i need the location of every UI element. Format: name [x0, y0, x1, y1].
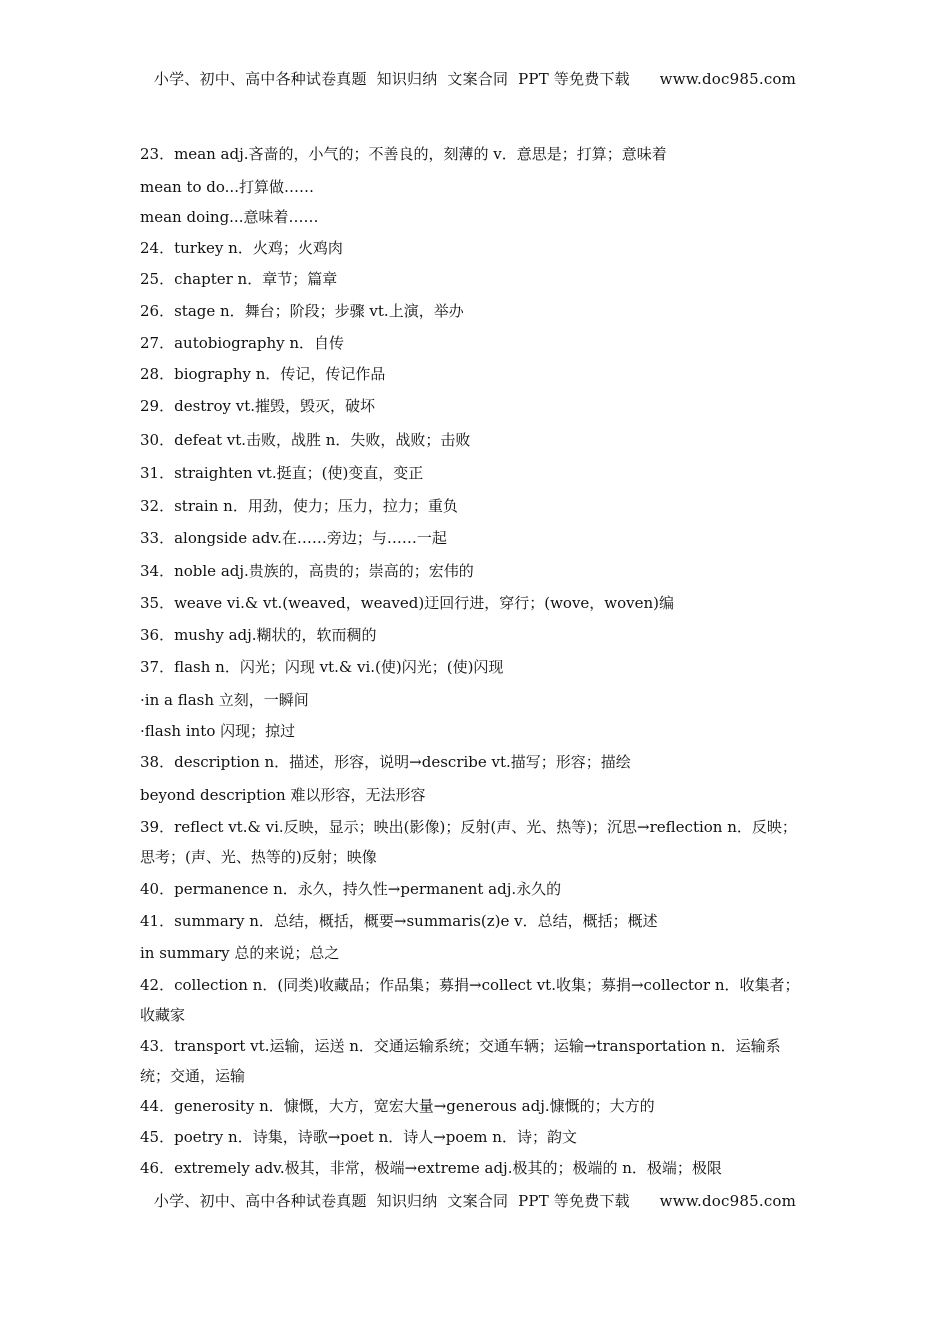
- vocab-line: 41．summary n．总结，概括，概要→summaris(z)e v．总结，概括；概述: [140, 912, 658, 930]
- vocab-line: 23．mean adj.吝啬的，小气的；不善良的，刻薄的 v．意思是；打算；意味着: [140, 145, 667, 163]
- vocab-line: 36．mushy adj.糊状的，软而稠的: [140, 626, 377, 644]
- vocab-line: 46．extremely adv.极其，非常，极端→extreme adj.极其的；极端的 n．极端；极限: [140, 1159, 722, 1177]
- vocab-line: 45．poetry n．诗集，诗歌→poet n．诗人→poem n．诗；韵文: [140, 1128, 577, 1146]
- vocab-line: 44．generosity n．慷慨，大方，宽宏大量→generous adj.慷慨的；大方的: [140, 1097, 655, 1115]
- vocab-line: in summary 总的来说；总之: [140, 944, 340, 962]
- vocab-line: ·flash into 闪现；掠过: [140, 722, 296, 740]
- page-footer: 小学、初中、高中各种试卷真题 知识归纳 文案合同 PPT 等免费下载 www.doc985.com: [153, 1192, 797, 1210]
- vocab-line: ·in a flash 立刻，一瞬间: [140, 691, 309, 709]
- vocab-line: 32．strain n．用劲，使力；压力，拉力；重负: [140, 497, 458, 515]
- vocab-line: 34．noble adj.贵族的，高贵的；崇高的；宏伟的: [140, 562, 474, 580]
- vocab-line: 25．chapter n．章节；篇章: [140, 270, 338, 288]
- vocab-line: 统；交通，运输: [140, 1067, 246, 1085]
- vocab-line: 42．collection n．(同类)收藏品；作品集；募捐→collect vt.收集；募捐→collector n．收集者；: [140, 976, 800, 994]
- vocab-line: mean to do...打算做……: [140, 178, 314, 196]
- vocab-line: 29．destroy vt.摧毁，毁灭，破坏: [140, 397, 376, 415]
- vocab-line: 39．reflect vt.& vi.反映，显示；映出(影像)；反射(声、光、热等)；沉思→reflection n．反映；: [140, 818, 797, 836]
- vocab-line: 思考；(声、光、热等的)反射；映像: [140, 848, 377, 866]
- vocab-line: 24．turkey n．火鸡；火鸡肉: [140, 239, 343, 257]
- vocab-line: 33．alongside adv.在……旁边；与……一起: [140, 529, 447, 547]
- vocab-line: 30．defeat vt.击败，战胜 n．失败，战败；击败: [140, 431, 471, 449]
- vocab-line: 31．straighten vt.挺直；(使)变直，变正: [140, 464, 424, 482]
- vocab-line: 收藏家: [140, 1006, 186, 1024]
- vocab-line: 27．autobiography n．自传: [140, 334, 345, 352]
- vocab-line: 35．weave vi.& vt.(weaved，weaved)迂回行进，穿行；(wove，woven)编: [140, 594, 675, 612]
- vocab-line: 26．stage n．舞台；阶段；步骤 vt.上演，举办: [140, 302, 464, 320]
- vocab-line: 40．permanence n．永久，持久性→permanent adj.永久的: [140, 880, 562, 898]
- vocab-line: 43．transport vt.运输，运送 n．交通运输系统；交通车辆；运输→transportation n．运输系: [140, 1037, 781, 1055]
- vocab-line: 28．biography n．传记，传记作品: [140, 365, 386, 383]
- vocab-line: 37．flash n．闪光；闪现 vt.& vi.(使)闪光；(使)闪现: [140, 658, 504, 676]
- vocab-line: beyond description 难以形容，无法形容: [140, 786, 426, 804]
- vocab-line: mean doing...意味着……: [140, 208, 319, 226]
- page-header: 小学、初中、高中各种试卷真题 知识归纳 文案合同 PPT 等免费下载 www.doc985.com: [153, 70, 797, 88]
- vocab-line: 38．description n．描述，形容，说明→describe vt.描写；形容；描绘: [140, 753, 631, 771]
